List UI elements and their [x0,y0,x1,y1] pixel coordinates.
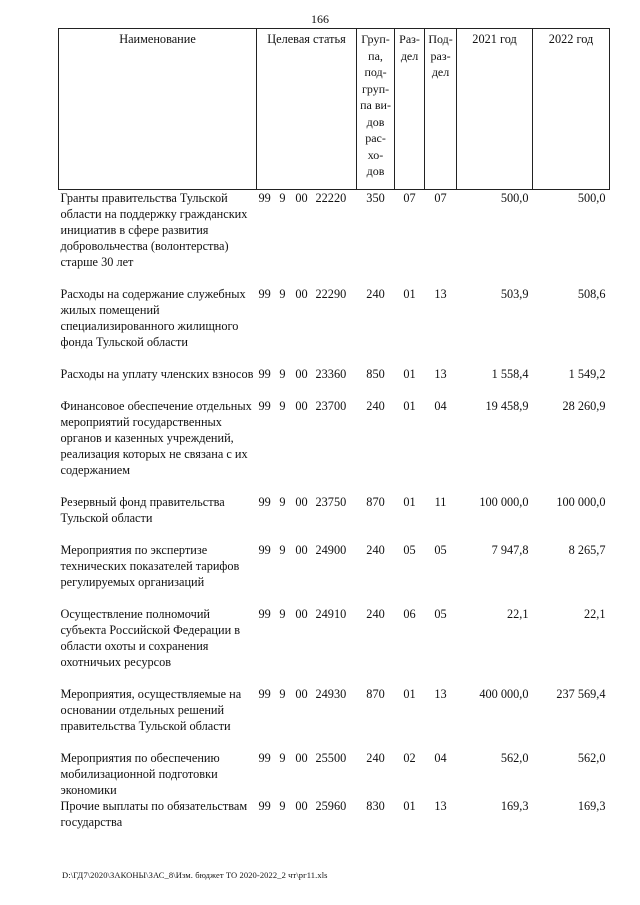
budget-table [58,28,610,838]
expense-group: 240 [366,398,385,413]
table-row [59,190,610,286]
subsection: 11 [434,494,447,509]
table-row [59,286,610,366]
amount-2021: 1 558,4 [491,366,529,381]
section: 05 [403,542,416,557]
amount-2022: 8 265,7 [568,542,606,557]
code-part-2: 9 [279,798,286,813]
row-name: Мероприятия, осуществляемые на основании отдельных решений правительства Тульской области [60,686,242,733]
code-part-3: 00 [295,686,308,701]
amount-2021: 562,0 [500,750,529,765]
code-part-3: 00 [295,366,308,381]
header-year-2022: 2022 год [533,29,610,190]
amount-2021: 7 947,8 [491,542,529,557]
expense-group: 350 [366,191,385,205]
code-part-3: 00 [295,191,308,205]
code-part-3: 00 [295,398,308,413]
subsection: 05 [434,542,447,557]
code-part-4: 25500 [315,750,347,765]
code-part-2: 9 [279,366,286,381]
header-name: Наименование [59,29,257,190]
expense-group: 870 [366,494,385,509]
header-target-article: Целевая статья [257,29,357,190]
section: 01 [403,494,416,509]
amount-2021: 22,1 [507,606,529,621]
section: 02 [403,750,416,765]
table-row [59,686,610,750]
row-name: Гранты правительства Тульской области на поддержку гражданских инициатив в сфере развития добровольчества (волонтерства) старше 30 лет [60,191,248,269]
section: 01 [403,398,416,413]
code-part-1: 99 [258,750,271,765]
header-section: Раз- дел [395,29,425,190]
row-name: Осуществление полномочий субъекта Российской Федерации в области охоты и сохранения охотничьих ресурсов [60,606,241,669]
amount-2021: 19 458,9 [485,398,529,413]
header-subsection: Под- раз- дел [425,29,457,190]
subsection: 13 [434,366,447,381]
expense-group: 240 [366,542,385,557]
section: 01 [403,286,416,301]
amount-2021: 500,0 [500,191,529,205]
code-part-1: 99 [258,542,271,557]
code-part-1: 99 [258,286,271,301]
amount-2022: 562,0 [577,750,606,765]
code-part-2: 9 [279,606,286,621]
table-row [59,366,610,398]
expense-group: 830 [366,798,385,813]
code-part-3: 00 [295,542,308,557]
code-part-4: 23750 [315,494,347,509]
amount-2021: 503,9 [500,286,529,301]
amount-2022: 1 549,2 [568,366,606,381]
expense-group: 240 [366,750,385,765]
subsection: 04 [434,398,447,413]
row-name: Финансовое обеспечение отдельных мероприятий государственных органов и казенных учреждений, реализация которых не связана с их содержанием [60,398,252,477]
code-part-3: 00 [295,750,308,765]
amount-2022: 500,0 [577,191,606,205]
code-part-3: 00 [295,798,308,813]
section: 07 [403,191,416,205]
subsection: 05 [434,606,447,621]
row-name: Мероприятия по экспертизе технических показателей тарифов регулируемых организаций [60,542,240,589]
amount-2021: 400 000,0 [479,686,529,701]
subsection: 07 [434,191,447,205]
code-part-4: 25960 [315,798,347,813]
amount-2021: 100 000,0 [479,494,529,509]
subsection: 13 [434,798,447,813]
header-year-2021: 2021 год [457,29,533,190]
code-part-4: 22220 [315,191,347,205]
page-number: 166 [311,12,329,26]
row-name: Расходы на уплату членских взносов [60,366,254,381]
amount-2022: 22,1 [584,606,606,621]
table-header-row [59,29,610,190]
code-part-4: 24910 [315,606,347,621]
code-part-3: 00 [295,286,308,301]
section: 01 [403,798,416,813]
subsection: 13 [434,686,447,701]
file-path-footer: D:\ГД7\2020\ЗАКОНЫ\ЗАС_8\Изм. бюджет ТО 2020-2022_2 чт\рг11.xls [62,870,328,880]
code-part-2: 9 [279,286,286,301]
code-part-3: 00 [295,606,308,621]
code-part-2: 9 [279,750,286,765]
subsection: 04 [434,750,447,765]
table-row [59,606,610,686]
subsection: 13 [434,286,447,301]
code-part-1: 99 [258,798,271,813]
table-row [59,542,610,606]
amount-2022: 508,6 [577,286,606,301]
code-part-2: 9 [279,686,286,701]
code-part-2: 9 [279,398,286,413]
row-name: Резервный фонд правительства Тульской области [60,494,225,525]
amount-2021: 169,3 [500,798,529,813]
code-part-4: 24930 [315,686,347,701]
code-part-4: 22290 [315,286,347,301]
expense-group: 240 [366,606,385,621]
code-part-2: 9 [279,542,286,557]
code-part-4: 23360 [315,366,347,381]
code-part-2: 9 [279,191,286,205]
code-part-1: 99 [258,494,271,509]
expense-group: 850 [366,366,385,381]
table-row [59,398,610,494]
code-part-1: 99 [258,686,271,701]
section: 01 [403,366,416,381]
row-name: Расходы на содержание служебных жилых помещений специализированного жилищного фонда Тульской области [60,286,246,349]
section: 01 [403,686,416,701]
code-part-2: 9 [279,494,286,509]
amount-2022: 237 569,4 [556,686,606,701]
code-part-1: 99 [258,398,271,413]
table-row [59,798,610,838]
table-row [59,494,610,542]
expense-group: 240 [366,286,385,301]
expense-group: 870 [366,686,385,701]
amount-2022: 169,3 [577,798,606,813]
header-group: Груп- па, под- груп- па ви- дов рас- хо- дов [357,29,395,190]
row-name: Мероприятия по обеспечению мобилизационной подготовки экономики [60,750,220,797]
section: 06 [403,606,416,621]
code-part-4: 23700 [315,398,347,413]
row-name: Прочие выплаты по обязательствам государства [60,798,248,829]
amount-2022: 100 000,0 [556,494,606,509]
code-part-4: 24900 [315,542,347,557]
code-part-1: 99 [258,606,271,621]
code-part-3: 00 [295,494,308,509]
code-part-1: 99 [258,191,271,205]
table-row [59,750,610,798]
code-part-1: 99 [258,366,271,381]
amount-2022: 28 260,9 [562,398,606,413]
